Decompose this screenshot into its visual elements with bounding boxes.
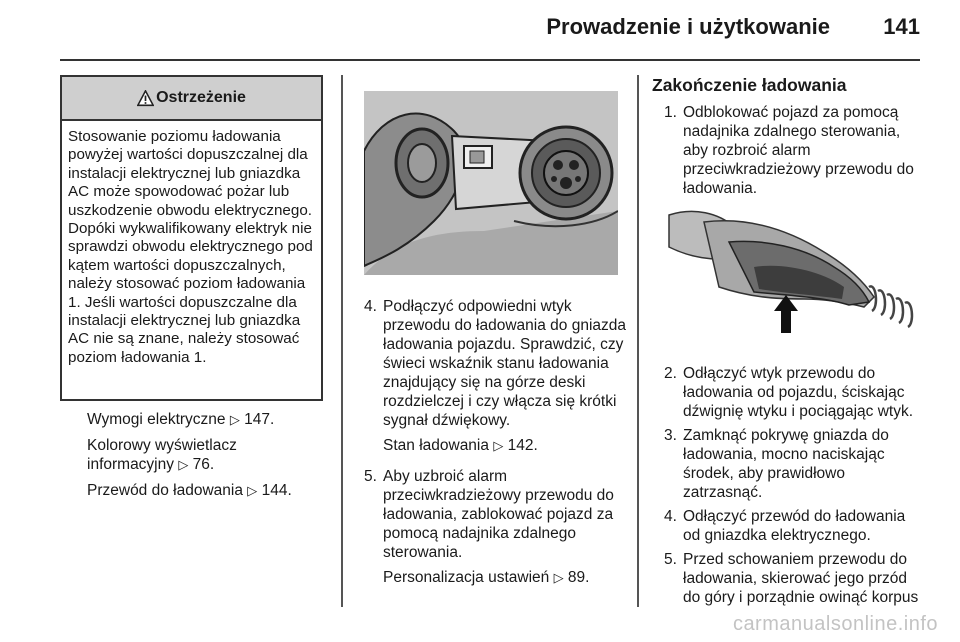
- page-reference-arrow-icon: ▷: [229, 413, 240, 428]
- page-reference-arrow-icon: ▷: [553, 571, 564, 586]
- warning-box: [60, 75, 323, 401]
- warning-triangle-icon: [137, 90, 154, 107]
- reference-charging-cable: Przewód do ładowania ▷ 144.: [87, 482, 292, 499]
- middle-steps: [364, 297, 626, 599]
- charging-plug-figure: [664, 207, 921, 347]
- right-step-1: 1. Odblokować pojazd za pomocą nadajnika zdalnego sterowania, aby rozbroić alarm przeciwkradzieżowy przewodu do ładowania.: [664, 104, 914, 197]
- page-reference-arrow-icon: ▷: [178, 458, 189, 473]
- warning-text: Stosowanie poziomu ładowania powyżej wartości dopuszczalnej dla instalacji elektrycznej lub gniazdka AC może spowodować pożar lub uszkodzenie obwodu elektrycznego. Dopóki wykwalifikowany elektryk nie sprawdzi obwodu elektrycznego pod kątem wartości dopuszczalnych, należy stosować poziom ładowania 1. Jeśli wartości dopuszczalne dla instalacji elektrycznej lub gniazdka AC nie są znane, należy stosować poziom ładowania 1.: [68, 128, 313, 366]
- right-step-4: 4. Odłączyć przewód do ładowania od gniazdka elektrycznego.: [664, 508, 906, 544]
- warning-header: [62, 77, 321, 121]
- section-heading: Zakończenie ładowania: [652, 75, 847, 95]
- right-step-2: 2. Odłączyć wtyk przewodu do ładowania od pojazdu, ściskając dźwignię wtyku i pociągając wtyk.: [664, 365, 914, 420]
- reference-charge-status: Stan ładowania ▷ 142.: [383, 437, 538, 454]
- right-step-3: 3. Zamknąć pokrywę gniazda do ładowania, mocno naciskając środek, aby prawidłowo zatrzasnąć.: [664, 427, 889, 501]
- step-4: 4. Podłączyć odpowiedni wtyk przewodu do ładowania do gniazda ładowania pojazdu. Sprawdzić, czy świeci wskaźnik stanu ładowania znajdujący się na górze deski rozdzielczej i czy włącza się krótki sygnał dźwiękowy. Stan ładowania ▷ 142.: [364, 298, 627, 454]
- step-5: 5. Aby uzbroić alarm przeciwkradzieżowy przewodu do ładowania, zablokować pojazd za pomocą nadajnika zdalnego sterowania. Personalizacja ustawień ▷ 89.: [364, 467, 626, 594]
- right-steps: [664, 364, 926, 612]
- header-title: Prowadzenie i użytkowanie: [546, 14, 830, 39]
- left-references: [87, 410, 317, 507]
- column-divider-right: [637, 75, 639, 607]
- reference-personalization: Personalizacja ustawień ▷ 89.: [383, 569, 590, 586]
- charging-port-figure: [364, 91, 618, 275]
- warning-title: Ostrzeżenie: [156, 89, 246, 106]
- reference-electrical-requirements: Wymogi elektryczne ▷ 147.: [87, 411, 275, 428]
- page-reference-arrow-icon: ▷: [247, 484, 258, 499]
- reference-color-display: Kolorowy wyświetlacz informacyjny ▷ 76.: [87, 437, 237, 473]
- page-number: 141: [883, 14, 920, 39]
- page-reference-arrow-icon: ▷: [493, 439, 504, 454]
- column-divider-left: [341, 75, 343, 607]
- right-step-5: 5. Przed schowaniem przewodu do ładowania, skierować jego przód do góry i porządnie owinąć korpus: [664, 551, 919, 606]
- header-rule: [60, 59, 920, 61]
- watermark: carmanualsonline.info: [732, 613, 938, 635]
